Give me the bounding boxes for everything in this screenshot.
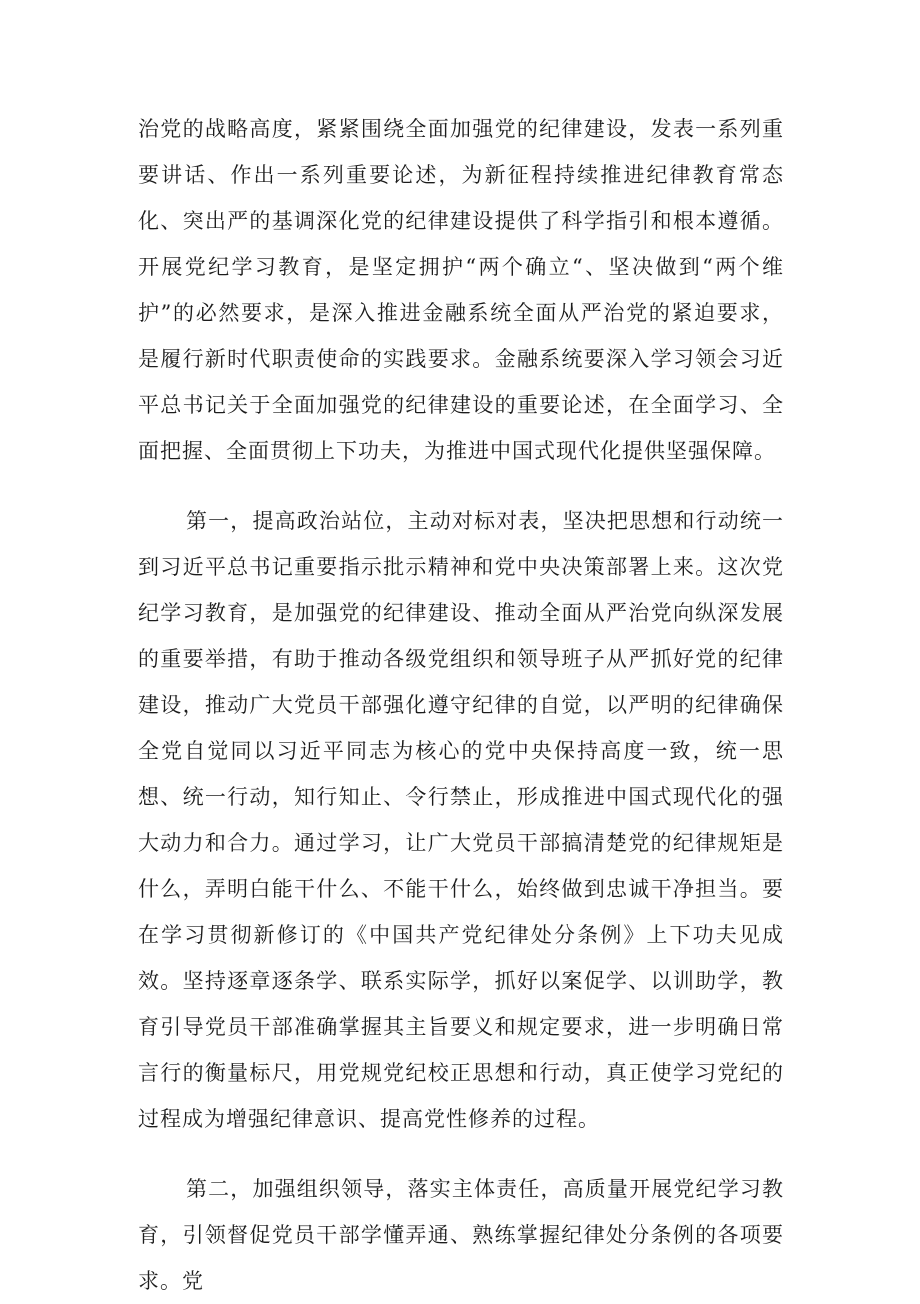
paragraph-point-one: 第一，提高政治站位，主动对标对表，坚决把思想和行动统一到习近平总书记重要指示批示精神和党中央决策部署上来。这次党纪学习教育，是加强党的纪律建设、推动全面从严治党向纵深发展的重要举措，有助于推动各级党组织和领导班子从严抓好党的纪律建设，推动广大党员干部强化遵守纪律的自觉，以严明的纪律确保全党自觉同以习近平同志为核心的党中央保持高度一致，统一思想、统一行动，知行知止、令行禁止，形成推进中国式现代化的强大动力和合力。通过学习，让广大党员干部搞清楚党的纪律规矩是什么，弄明白能干什么、不能干什么，始终做到忠诚干净担当。要在学习贯彻新修订的《中国共产党纪律处分条例》上下功夫见成效。坚持逐章逐条学、联系实际学，抓好以案促学、以训助学，教育引导党员干部准确掌握其主旨要义和规定要求，进一步明确日常言行的衡量标尺，用党规党纪校正思想和行动，真正使学习党纪的过程成为增强纪律意识、提高党性修养的过程。 — [138, 509, 784, 1131]
document-body — [138, 106, 784, 1304]
paragraph-point-two: 第二，加强组织领导，落实主体责任，高质量开展党纪学习教育，引领督促党员干部学懂弄通、熟练掌握纪律处分条例的各项要求。党 — [138, 1177, 784, 1293]
paragraph-intro-continued: 治党的战略高度，紧紧围绕全面加强党的纪律建设，发表一系列重要讲话、作出一系列重要论述，为新征程持续推进纪律教育常态化、突出严的基调深化党的纪律建设提供了科学指引和根本遵循。开展党纪学习教育，是坚定拥护“两个确立“、坚决做到“两个维护”的必然要求，是深入推进金融系统全面从严治党的紧迫要求，是履行新时代职责使命的实践要求。金融系统要深入学习领会习近平总书记关于全面加强党的纪律建设的重要论述，在全面学习、全面把握、全面贯彻上下功夫，为推进中国式现代化提供坚强保障。 — [138, 117, 784, 463]
